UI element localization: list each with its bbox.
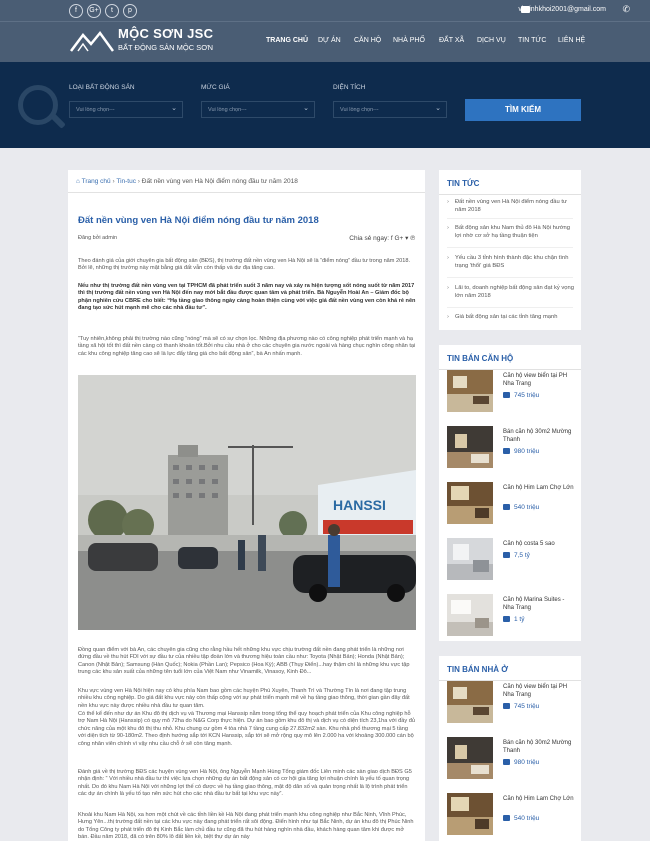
listing-name[interactable]: Căn hộ Him Lam Chợ Lớn — [503, 796, 574, 802]
divider — [447, 307, 573, 308]
breadcrumb-current: Đất nền vùng ven Hà Nội điểm nóng đầu tư năm 2018 — [141, 178, 298, 185]
divider — [447, 247, 573, 248]
listing-price: 7,5 tỷ — [503, 552, 530, 559]
news-link[interactable]: › Bất động sản khu Nam thủ đô Hà Nội hướng lợi nhờ cơ sở hạ tầng thuận tiện — [447, 224, 575, 240]
contact-email[interactable]: viminhkhoi2001@gmail.com — [518, 6, 606, 13]
price-tag-icon — [503, 815, 510, 821]
nav-townhouses[interactable]: NHÀ PHỐ — [393, 37, 425, 44]
article-paragraph-7: Đánh giá về thị trường BĐS các huyện vùng ven Hà Nội, ông Nguyễn Mạnh Hùng Tổng giám đốc Liên minh các sàn giao dịch BĐS G5 nhận định: “ Với nhiều nhà đầu tư thì việc lựa chọn những dự án bất động sản có cơ hội gia tăng lợi nhuận chính là yếu tố quan trọng nhất. Do đó khu Nam Hà Nội với những lợi thế có được về hạ tầng giao thông, mặt độ dân số và quản trọng nhất là lộ trình phát triển các dự án chính là yếu tố tạo nên sức hút cho các nhà đầu tư bất tại khu vực này”. — [78, 769, 412, 798]
svg-text:HANSSI: HANSSI — [333, 497, 386, 513]
article-paragraph-6: Có thể kể đến như dự án Khu đô thị dịch vụ và Thương mại Hanssip nằm trong tổng thể quy hoạch phát triển của Khu công nghiệp hỗ trợ Nam Hà Nội (Hanssip) có quy mô 72ha do N&G Corp thực hiện. Dự án bao gồm khu đô thị và dịch vụ có diện tích 23,1ha với đầy đủ chức năng của một khu đô thị thu nhỏ. Khu chung cư gồm 4 tòa nhà 7 tầng cung cấp 27.832m2 sàn. Khu nhà phố thương mại 5 tầng với diện tích từ 90-180m2. Theo định hướng sắp tới KCN Hanssip, sắp tới sẽ mở rộng quy mô lên 2.000 ha với khoảng 300.000 cán bộ công nhân viên chính vì vậy nhu cầu chỗ ở sẽ còn tăng mạnh. — [78, 711, 415, 747]
listing-item[interactable] — [447, 793, 575, 837]
listing-item[interactable] — [447, 594, 575, 638]
listing-name[interactable]: Căn hộ view biển tại PH Nha Trang — [503, 373, 568, 387]
listing-name[interactable]: Căn hộ costa 5 sao — [503, 541, 555, 547]
listing-thumbnail — [447, 793, 493, 835]
share-label: Chia sẻ ngay: — [349, 235, 390, 242]
listing-item[interactable] — [447, 370, 575, 414]
article-paragraph-3: “Tuy nhiên,không phải thị trường nào cũng “nóng” mà sẽ có sự chọn lọc. Những địa phương nào có công nghiệp phát triển mạnh và hạ tầng xã hội tốt thì đất nền càng có thanh khoản tốt.Bởi nhu cầu nhà ở cho các chuyên gia nước ngoài và hàng chục nghìn công nhân tại các khu công nghiệp tăng cao sẽ là lực đẩy tăng giá cho bất động sản”, bà An nhấn mạnh. — [78, 336, 416, 357]
divider — [447, 277, 573, 278]
twitter-icon[interactable]: t — [105, 4, 119, 18]
mountain-logo-icon — [70, 30, 114, 52]
nav-home[interactable]: TRANG CHỦ — [266, 37, 308, 44]
top-bar — [0, 0, 650, 22]
listing-name[interactable]: Căn hộ Him Lam Chợ Lớn — [503, 485, 574, 491]
sidebar-news — [439, 170, 581, 330]
article-photo — [78, 375, 416, 630]
listing-thumbnail — [447, 370, 493, 412]
listing-thumbnail — [447, 482, 493, 524]
nav-contact[interactable]: LIÊN HỆ — [558, 37, 586, 44]
price-tag-icon — [503, 616, 510, 622]
listing-item[interactable] — [447, 737, 575, 781]
property-type-select[interactable]: Vui lòng chọn--- ⌄ — [69, 101, 183, 118]
listing-price: 980 triệu — [503, 448, 539, 455]
listing-item[interactable] — [447, 426, 575, 470]
divider — [439, 194, 581, 195]
logo-subtitle: BẤT ĐỘNG SẢN MỘC SƠN — [118, 43, 214, 52]
listing-thumbnail — [447, 538, 493, 580]
site-logo[interactable] — [70, 26, 214, 58]
pinterest-icon[interactable]: p — [123, 4, 137, 18]
price-tag-icon — [503, 703, 510, 709]
article-paragraph-4: Đồng quan điểm với bà An, các chuyên gia cũng cho rằng hầu hết những khu vực chịu trường đất nền đang phát triển là những nơi đứng đầu về thu hút FDI với sự đầu tư của nhiều tập đoàn lớn và thương hiệu toàn cầu như: Toyota (Nhật Bản); Honda (Nhật Bản); Canon (Nhật Bản); Samsung (Hàn Quốc); Nokia (Phần Lan); Pepsico (Hoa Kỳ); ABB (Thụy Điển)...hay thậm chí là những khu vực tập trung các khu sản xuất của những tên tuổi lớn của Việt Nam như Vinamilk, Vinasoy, Kinh Đô... — [78, 647, 410, 676]
construction-site-illustration — [78, 375, 416, 630]
area-select[interactable]: Vui lòng chọn--- ⌄ — [333, 101, 447, 118]
logo-title: MỘC SƠN JSC — [118, 26, 214, 41]
area-label: DIỆN TÍCH — [333, 84, 366, 91]
nav-services[interactable]: DỊCH VỤ — [477, 37, 506, 44]
facebook-icon[interactable]: f — [69, 4, 83, 18]
sidebar-apartments — [439, 345, 581, 641]
phone-icon[interactable]: ✆ — [622, 4, 630, 14]
listing-price: 1 tỷ — [503, 616, 524, 623]
article-author: Đăng bởi admin — [78, 235, 118, 241]
listing-price: 540 triệu — [503, 815, 539, 822]
search-button[interactable]: TÌM KIẾM — [465, 99, 581, 121]
listing-thumbnail — [447, 681, 493, 723]
nav-apartments[interactable]: CĂN HỘ — [354, 37, 382, 44]
sidebar-houses-title: TIN BÁN NHÀ Ở — [447, 665, 509, 674]
breadcrumb: ⌂ Trang chủ › Tin-tuc › Đất nền vùng ven Hà Nội điểm nóng đầu tư năm 2018 — [76, 178, 298, 185]
listing-price: 745 triệu — [503, 392, 539, 399]
breadcrumb-home[interactable]: Trang chủ — [81, 178, 111, 185]
price-tag-icon — [503, 552, 510, 558]
listing-price: 745 triệu — [503, 703, 539, 710]
property-type-label: LOẠI BẤT ĐỘNG SẢN — [69, 84, 135, 91]
news-link[interactable]: › Giá bất động sản tại các tỉnh tăng mạnh — [447, 313, 575, 321]
google-plus-icon[interactable]: G+ — [87, 4, 101, 18]
listing-thumbnail — [447, 426, 493, 468]
article-title: Đất nền vùng ven Hà Nội điểm nóng đầu tư năm 2018 — [78, 215, 319, 226]
nav-projects[interactable]: DỰ ÁN — [318, 37, 341, 44]
nav-land[interactable]: ĐẤT XÃ — [439, 37, 465, 44]
listing-name[interactable]: Căn hộ view biển tại PH Nha Trang — [503, 684, 568, 698]
divider — [68, 192, 425, 193]
price-tag-icon — [503, 448, 510, 454]
article-paragraph-2: Nếu như thị trường đất nền vùng ven tại TPHCM đã phát triển suốt 3 năm nay và xảy ra hiện tượng sốt nóng suốt từ năm 2017 thì thị trường đất nền vùng ven Hà Nội đến nay mới bắt đầu được quan tâm và phát triển. Bà Nguyễn Hoài An – Giám đốc bộ phận nghiên cứu CBRE cho biết: “Hạ tầng giao thông ngày càng hoàn thiện cùng với việc giá đất nền vùng ven còn khá rẻ nên đang tạo sức hút mạnh mẽ cho các nhà đầu tư”. — [78, 283, 416, 312]
share-bar — [349, 234, 415, 242]
site-header — [0, 0, 650, 62]
news-link[interactable]: › Lãi to, doanh nghiệp bất động sản đạt kỷ vọng lớn năm 2018 — [447, 284, 575, 300]
article-paragraph-5: Khu vực vùng ven Hà Nội hiện nay có khu phía Nam bao gồm các huyện Phú Xuyên, Thanh Trì và Thường Tín là nơi đang tập trung nhiều khu công nghiệp. Do giá đất khu vực này còn thấp cộng với sự phát triển mạnh mẽ về hạ tầng giao thông, thời gian gần đây đất nền khu vực này được nhiều nhà đầu tư quan tâm. — [78, 688, 410, 709]
breadcrumb-section[interactable]: Tin-tuc — [116, 178, 136, 185]
listing-thumbnail — [447, 737, 493, 779]
price-tag-icon — [503, 504, 510, 510]
price-select[interactable]: Vui lòng chọn--- ⌄ — [201, 101, 315, 118]
article-paragraph-8: Khoải khu Nam Hà Nội, xa hơn một chút về các tỉnh liền kề Hà Nội đang phát triển mạnh khu công nghiệp như Bắc Ninh, Vĩnh Phúc, Hưng Yên...thị trường đất nền tại các khu vực này đang phát triển rất sôi động. Điển hình như tại Bắc Ninh, dự án khu đô thị Phúc Ninh do Tổng Công ty phát triển đô thị Kinh Bắc làm chủ đầu tư cũng đã thu hút hàng nghìn nhà đầu, khách hàng quan tâm khi được mở bán. Đầu năm 2018, đã có trên 80% lô đất liền kề, biệt thự dự án này — [78, 812, 414, 841]
price-label: MỨC GIÁ — [201, 84, 230, 91]
sidebar-apartments-title: TIN BÁN CĂN HỘ — [447, 354, 514, 363]
listing-thumbnail — [447, 594, 493, 636]
news-link[interactable]: › Yếu cầu 3 tỉnh hình thành đặc khu chặn tình trạng 'thổi' giá BĐS — [447, 254, 575, 270]
home-icon: ⌂ — [76, 178, 80, 185]
listing-price: 540 triệu — [503, 504, 539, 511]
price-tag-icon — [503, 759, 510, 765]
article-card — [68, 170, 425, 841]
price-tag-icon — [503, 392, 510, 398]
divider — [447, 218, 573, 219]
nav-news[interactable]: TIN TỨC — [518, 37, 547, 44]
article-paragraph-1: Theo đánh giá của giới chuyên gia bất động sản (BĐS), thị trường đất nền vùng ven Hà Nội sẽ là “điểm nóng” đầu tư trong năm 2018. Bởi lẽ, những thị trường này mặt bằng giá đất vẫn còn thấp và dư địa tăng cao. — [78, 258, 411, 272]
listing-name[interactable]: Bán căn hộ 30m2 Mường Thanh — [503, 429, 572, 443]
listing-name[interactable]: Bán căn hộ 30m2 Mường Thanh — [503, 740, 572, 754]
share-icons[interactable]: f G+ ▾ ℗ — [390, 235, 415, 242]
listing-item[interactable] — [447, 482, 575, 526]
listing-price: 980 triệu — [503, 759, 539, 766]
news-link[interactable]: › Đất nền vùng ven Hà Nội điểm nóng đầu tư năm 2018 — [447, 198, 575, 214]
listing-item[interactable] — [447, 538, 575, 582]
sidebar-houses — [439, 656, 581, 841]
sidebar-news-title: TIN TỨC — [447, 179, 480, 188]
listing-name[interactable]: Căn hộ Marina Suites - Nha Trang — [503, 597, 565, 611]
listing-item[interactable] — [447, 681, 575, 725]
